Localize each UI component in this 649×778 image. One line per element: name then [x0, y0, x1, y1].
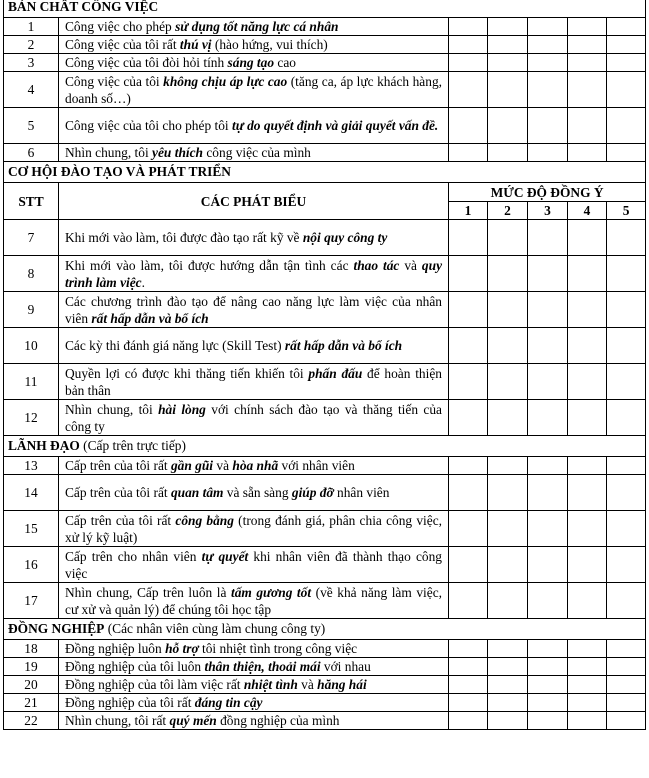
rating-cell-3[interactable]	[528, 328, 568, 364]
item-number: 14	[4, 475, 59, 511]
rating-cell-5[interactable]	[607, 457, 646, 475]
rating-cell-4[interactable]	[568, 547, 607, 583]
statement-text: Quyền lợi có được khi thăng tiến khiến tôi	[65, 365, 309, 381]
rating-cell-3[interactable]	[528, 511, 568, 547]
rating-cell-2[interactable]	[488, 108, 528, 144]
rating-cell-3[interactable]	[528, 72, 568, 108]
item-number: 12	[4, 400, 59, 436]
statement-text: Các chương trình đào tạo để nâng cao năng lực làm việc của nhân viên	[65, 293, 442, 326]
survey-item-row	[4, 547, 646, 583]
rating-cell-4[interactable]	[568, 36, 607, 54]
item-number: 17	[4, 583, 59, 619]
statement-emphasis: hỗ trợ	[165, 641, 199, 656]
statement-emphasis: hòa nhã	[232, 458, 279, 473]
rating-cell-1[interactable]	[449, 694, 488, 712]
item-number: 6	[4, 144, 59, 162]
rating-cell-5[interactable]	[607, 72, 646, 108]
item-number: 10	[4, 328, 59, 364]
rating-cell-3[interactable]	[528, 547, 568, 583]
statement-text: với nhau	[320, 659, 371, 674]
rating-cell-2[interactable]	[488, 144, 528, 162]
rating-cell-4[interactable]	[568, 400, 607, 436]
rating-cell-3[interactable]	[528, 292, 568, 328]
rating-cell-3[interactable]	[528, 54, 568, 72]
statement-text: và	[297, 677, 318, 692]
survey-item-row	[4, 712, 646, 730]
item-number: 15	[4, 511, 59, 547]
scale-number-2: 2	[488, 202, 528, 220]
rating-cell-2[interactable]	[488, 364, 528, 400]
rating-cell-5[interactable]	[607, 292, 646, 328]
rating-cell-4[interactable]	[568, 108, 607, 144]
statement-emphasis: giúp đỡ	[291, 485, 334, 500]
scale-number-1: 1	[449, 202, 488, 220]
statement-text: (về khả năng làm việc, cư xử và quản lý) để chúng tôi học tập	[65, 584, 442, 617]
rating-cell-5[interactable]	[607, 583, 646, 619]
rating-cell-5[interactable]	[607, 547, 646, 583]
item-statement	[59, 144, 449, 162]
item-number: 8	[4, 256, 59, 292]
survey-item-row	[4, 457, 646, 475]
statement-text: tôi nhiệt tình trong công việc	[198, 641, 358, 656]
survey-table	[3, 0, 646, 730]
statement-text: Đồng nghiệp của tôi làm việc rất	[65, 677, 244, 692]
item-statement	[59, 18, 449, 36]
item-statement	[59, 400, 449, 436]
rating-cell-3[interactable]	[528, 640, 568, 658]
rating-cell-3[interactable]	[528, 18, 568, 36]
item-statement	[59, 36, 449, 54]
survey-item-row	[4, 640, 646, 658]
section-title-cell	[4, 0, 646, 18]
statement-emphasis: quy trình làm việc	[65, 257, 443, 290]
item-statement	[59, 658, 449, 676]
rating-cell-2[interactable]	[488, 220, 528, 256]
rating-cell-4[interactable]	[568, 144, 607, 162]
rating-cell-2[interactable]	[488, 18, 528, 36]
survey-item-row	[4, 511, 646, 547]
rating-cell-2[interactable]	[488, 694, 528, 712]
rating-cell-3[interactable]	[528, 658, 568, 676]
statement-emphasis: quý mến	[169, 713, 217, 728]
scale-number-5: 5	[607, 202, 646, 220]
item-statement	[59, 457, 449, 475]
rating-cell-5[interactable]	[607, 712, 646, 730]
item-statement	[59, 676, 449, 694]
rating-cell-3[interactable]	[528, 220, 568, 256]
survey-item-row	[4, 694, 646, 712]
statement-emphasis: công bằng	[175, 512, 234, 528]
rating-cell-3[interactable]	[528, 144, 568, 162]
statement-text: Nhìn chung, tôi	[65, 145, 153, 160]
rating-cell-1[interactable]	[449, 676, 488, 694]
rating-cell-1[interactable]	[449, 108, 488, 144]
survey-item-row	[4, 364, 646, 400]
statement-text: Nhìn chung, tôi rất	[65, 713, 170, 728]
header-statement: CÁC PHÁT BIỂU	[59, 183, 449, 220]
rating-cell-4[interactable]	[568, 511, 607, 547]
item-number: 4	[4, 72, 59, 108]
scale-number-3: 3	[528, 202, 568, 220]
rating-cell-1[interactable]	[449, 640, 488, 658]
statement-text: Nhìn chung, tôi	[65, 401, 159, 417]
section-title: BẢN CHẤT CÔNG VIỆC	[8, 0, 159, 14]
statement-text: và sẵn sàng	[223, 485, 292, 500]
item-number: 20	[4, 676, 59, 694]
rating-cell-5[interactable]	[607, 658, 646, 676]
section-title-cell	[4, 619, 646, 640]
statement-emphasis: gần gũi	[170, 458, 214, 473]
rating-cell-4[interactable]	[568, 220, 607, 256]
section-row-dong-nghiep	[4, 619, 646, 640]
rating-cell-3[interactable]	[528, 712, 568, 730]
survey-item-row	[4, 36, 646, 54]
survey-item-row	[4, 658, 646, 676]
survey-item-row	[4, 108, 646, 144]
item-statement	[59, 547, 449, 583]
statement-text: với nhân viên	[278, 458, 355, 473]
rating-cell-2[interactable]	[488, 36, 528, 54]
item-statement	[59, 292, 449, 328]
statement-text: Đồng nghiệp luôn	[65, 641, 166, 656]
statement-text: Đồng nghiệp của tôi rất	[65, 695, 195, 710]
section-title-cell	[4, 436, 646, 457]
statement-text: và	[213, 458, 233, 473]
survey-item-row	[4, 475, 646, 511]
item-statement	[59, 475, 449, 511]
rating-cell-4[interactable]	[568, 364, 607, 400]
rating-cell-2[interactable]	[488, 328, 528, 364]
rating-cell-3[interactable]	[528, 694, 568, 712]
item-statement	[59, 712, 449, 730]
rating-cell-1[interactable]	[449, 658, 488, 676]
statement-emphasis: đáng tin cậy	[194, 695, 263, 710]
rating-cell-5[interactable]	[607, 54, 646, 72]
survey-item-row	[4, 292, 646, 328]
rating-cell-3[interactable]	[528, 36, 568, 54]
rating-cell-3[interactable]	[528, 108, 568, 144]
statement-text: (trong đánh giá, phân chia công việc, xử lý kỹ luật)	[65, 512, 442, 545]
item-statement	[59, 256, 449, 292]
item-number: 7	[4, 220, 59, 256]
statement-text: .	[141, 274, 145, 290]
item-number: 13	[4, 457, 59, 475]
rating-cell-5[interactable]	[607, 364, 646, 400]
rating-cell-3[interactable]	[528, 256, 568, 292]
rating-cell-1[interactable]	[449, 511, 488, 547]
statement-emphasis: tự do quyết định và giải quyết vấn đề.	[231, 118, 439, 133]
rating-cell-3[interactable]	[528, 583, 568, 619]
item-number: 22	[4, 712, 59, 730]
statement-text: Nhìn chung, Cấp trên luôn là	[65, 584, 231, 600]
statement-emphasis: rất hấp dẫn và bổ ích	[91, 310, 209, 326]
section-subtitle: (Các nhân viên cùng làm chung công ty)	[104, 621, 326, 636]
item-statement	[59, 583, 449, 619]
rating-cell-1[interactable]	[449, 36, 488, 54]
statement-text: (tăng ca, áp lực khách hàng, doanh số…)	[65, 73, 442, 106]
rating-cell-2[interactable]	[488, 256, 528, 292]
statement-text: Công việc của tôi	[65, 73, 164, 89]
section-subtitle: (Cấp trên trực tiếp)	[79, 438, 186, 453]
survey-item-row	[4, 256, 646, 292]
rating-cell-1[interactable]	[449, 712, 488, 730]
rating-cell-5[interactable]	[607, 220, 646, 256]
statement-emphasis: quan tâm	[170, 485, 224, 500]
item-statement	[59, 54, 449, 72]
rating-cell-5[interactable]	[607, 694, 646, 712]
item-number: 11	[4, 364, 59, 400]
item-number: 16	[4, 547, 59, 583]
statement-text: Đồng nghiệp của tôi luôn	[65, 659, 205, 674]
statement-text: Cấp trên của tôi rất	[65, 512, 176, 528]
statement-text: nhân viên	[333, 485, 390, 500]
rating-cell-1[interactable]	[449, 457, 488, 475]
statement-text: đồng nghiệp của mình	[216, 713, 340, 728]
statement-text: khi nhân viên đã thành thạo công việc	[65, 548, 443, 581]
rating-cell-1[interactable]	[449, 18, 488, 36]
item-statement	[59, 640, 449, 658]
statement-emphasis: tấm gương tốt	[230, 584, 312, 600]
rating-cell-5[interactable]	[607, 144, 646, 162]
rating-cell-4[interactable]	[568, 292, 607, 328]
rating-cell-4[interactable]	[568, 328, 607, 364]
rating-cell-4[interactable]	[568, 658, 607, 676]
item-number: 2	[4, 36, 59, 54]
rating-cell-4[interactable]	[568, 72, 607, 108]
statement-text: để hoàn thiện bản thân	[65, 365, 442, 398]
rating-cell-5[interactable]	[607, 18, 646, 36]
item-statement	[59, 72, 449, 108]
item-number: 9	[4, 292, 59, 328]
rating-cell-2[interactable]	[488, 457, 528, 475]
header-row	[4, 183, 646, 202]
statement-text: với chính sách đào tạo và thăng tiến của công ty	[65, 401, 442, 434]
rating-cell-4[interactable]	[568, 712, 607, 730]
statement-emphasis: sử dụng tốt năng lực cá nhân	[175, 19, 339, 34]
rating-cell-3[interactable]	[528, 475, 568, 511]
statement-text: Cấp trên của tôi rất	[65, 485, 171, 500]
rating-cell-1[interactable]	[449, 256, 488, 292]
rating-cell-4[interactable]	[568, 676, 607, 694]
rating-cell-1[interactable]	[449, 220, 488, 256]
statement-text: Công việc cho phép	[65, 19, 176, 34]
rating-cell-2[interactable]	[488, 583, 528, 619]
rating-cell-2[interactable]	[488, 712, 528, 730]
item-statement	[59, 364, 449, 400]
rating-cell-1[interactable]	[449, 328, 488, 364]
rating-cell-4[interactable]	[568, 54, 607, 72]
rating-cell-3[interactable]	[528, 400, 568, 436]
rating-cell-2[interactable]	[488, 475, 528, 511]
statement-text: (hào hứng, vui thích)	[211, 37, 328, 52]
section-title: CƠ HỘI ĐÀO TẠO VÀ PHÁT TRIỂN	[8, 164, 231, 179]
rating-cell-5[interactable]	[607, 475, 646, 511]
header-stt: STT	[4, 183, 59, 220]
statement-emphasis: phấn đấu	[308, 365, 363, 381]
section-row-dao-tao	[4, 162, 646, 183]
item-statement	[59, 511, 449, 547]
rating-cell-5[interactable]	[607, 640, 646, 658]
survey-item-row	[4, 676, 646, 694]
statement-text: Cấp trên cho nhân viên	[65, 548, 202, 564]
rating-cell-1[interactable]	[449, 400, 488, 436]
item-number: 3	[4, 54, 59, 72]
statement-text: Các kỳ thi đánh giá năng lực (Skill Test)	[65, 338, 285, 353]
rating-cell-1[interactable]	[449, 364, 488, 400]
survey-item-row	[4, 220, 646, 256]
rating-cell-2[interactable]	[488, 676, 528, 694]
rating-cell-5[interactable]	[607, 400, 646, 436]
section-row-ban-chat	[4, 0, 646, 18]
statement-emphasis: thú vị	[179, 37, 212, 52]
rating-cell-1[interactable]	[449, 475, 488, 511]
scale-number-4: 4	[568, 202, 607, 220]
statement-text: công việc của mình	[203, 145, 311, 160]
section-title: ĐỒNG NGHIỆP	[8, 621, 105, 636]
rating-cell-5[interactable]	[607, 108, 646, 144]
survey-item-row	[4, 18, 646, 36]
statement-emphasis: nội quy công ty	[302, 230, 388, 245]
statement-emphasis: hài lòng	[158, 401, 206, 417]
statement-text: Công việc của tôi cho phép tôi	[65, 118, 232, 133]
item-statement	[59, 694, 449, 712]
item-statement	[59, 328, 449, 364]
item-number: 5	[4, 108, 59, 144]
survey-item-row	[4, 72, 646, 108]
rating-cell-1[interactable]	[449, 292, 488, 328]
header-scale: MỨC ĐỘ ĐỒNG Ý	[449, 183, 646, 202]
rating-cell-2[interactable]	[488, 292, 528, 328]
survey-item-row	[4, 144, 646, 162]
rating-cell-4[interactable]	[568, 256, 607, 292]
rating-cell-1[interactable]	[449, 547, 488, 583]
rating-cell-1[interactable]	[449, 583, 488, 619]
section-title: LÃNH ĐẠO	[8, 438, 80, 453]
rating-cell-2[interactable]	[488, 400, 528, 436]
item-number: 19	[4, 658, 59, 676]
statement-emphasis: sáng tạo	[227, 55, 275, 70]
statement-text: Cấp trên của tôi rất	[65, 458, 171, 473]
rating-cell-4[interactable]	[568, 583, 607, 619]
rating-cell-4[interactable]	[568, 18, 607, 36]
survey-item-row	[4, 54, 646, 72]
rating-cell-5[interactable]	[607, 36, 646, 54]
item-number: 21	[4, 694, 59, 712]
rating-cell-5[interactable]	[607, 256, 646, 292]
statement-text: Công việc của tôi đòi hỏi tính	[65, 55, 228, 70]
rating-cell-2[interactable]	[488, 54, 528, 72]
statement-text: Công việc của tôi rất	[65, 37, 180, 52]
rating-cell-2[interactable]	[488, 511, 528, 547]
rating-cell-3[interactable]	[528, 457, 568, 475]
survey-item-row	[4, 400, 646, 436]
survey-item-row	[4, 328, 646, 364]
item-number: 18	[4, 640, 59, 658]
statement-text: và	[399, 257, 422, 273]
rating-cell-2[interactable]	[488, 547, 528, 583]
statement-text: Khi mới vào làm, tôi được hướng dẫn tận tình các	[65, 257, 354, 273]
rating-cell-3[interactable]	[528, 364, 568, 400]
statement-text: Khi mới vào làm, tôi được đào tạo rất kỹ về	[65, 230, 303, 245]
item-statement	[59, 220, 449, 256]
rating-cell-4[interactable]	[568, 694, 607, 712]
item-number: 1	[4, 18, 59, 36]
rating-cell-5[interactable]	[607, 511, 646, 547]
rating-cell-2[interactable]	[488, 658, 528, 676]
survey-item-row	[4, 583, 646, 619]
rating-cell-4[interactable]	[568, 475, 607, 511]
rating-cell-1[interactable]	[449, 144, 488, 162]
rating-cell-2[interactable]	[488, 640, 528, 658]
rating-cell-2[interactable]	[488, 72, 528, 108]
rating-cell-1[interactable]	[449, 54, 488, 72]
statement-emphasis: yêu thích	[152, 145, 204, 160]
statement-emphasis: không chịu áp lực cao	[163, 73, 288, 89]
statement-text: cao	[274, 55, 296, 70]
section-row-lanh-dao	[4, 436, 646, 457]
rating-cell-5[interactable]	[607, 328, 646, 364]
rating-cell-5[interactable]	[607, 676, 646, 694]
rating-cell-4[interactable]	[568, 640, 607, 658]
statement-emphasis: rất hấp dẫn và bổ ích	[284, 338, 403, 353]
statement-emphasis: hăng hái	[317, 677, 367, 692]
statement-emphasis: thân thiện, thoải mái	[204, 659, 321, 674]
item-statement	[59, 108, 449, 144]
rating-cell-1[interactable]	[449, 72, 488, 108]
statement-emphasis: nhiệt tình	[243, 677, 298, 692]
section-title-cell	[4, 162, 646, 183]
rating-cell-4[interactable]	[568, 457, 607, 475]
statement-emphasis: tự quyết	[201, 548, 249, 564]
rating-cell-3[interactable]	[528, 676, 568, 694]
statement-emphasis: thao tác	[353, 257, 400, 273]
